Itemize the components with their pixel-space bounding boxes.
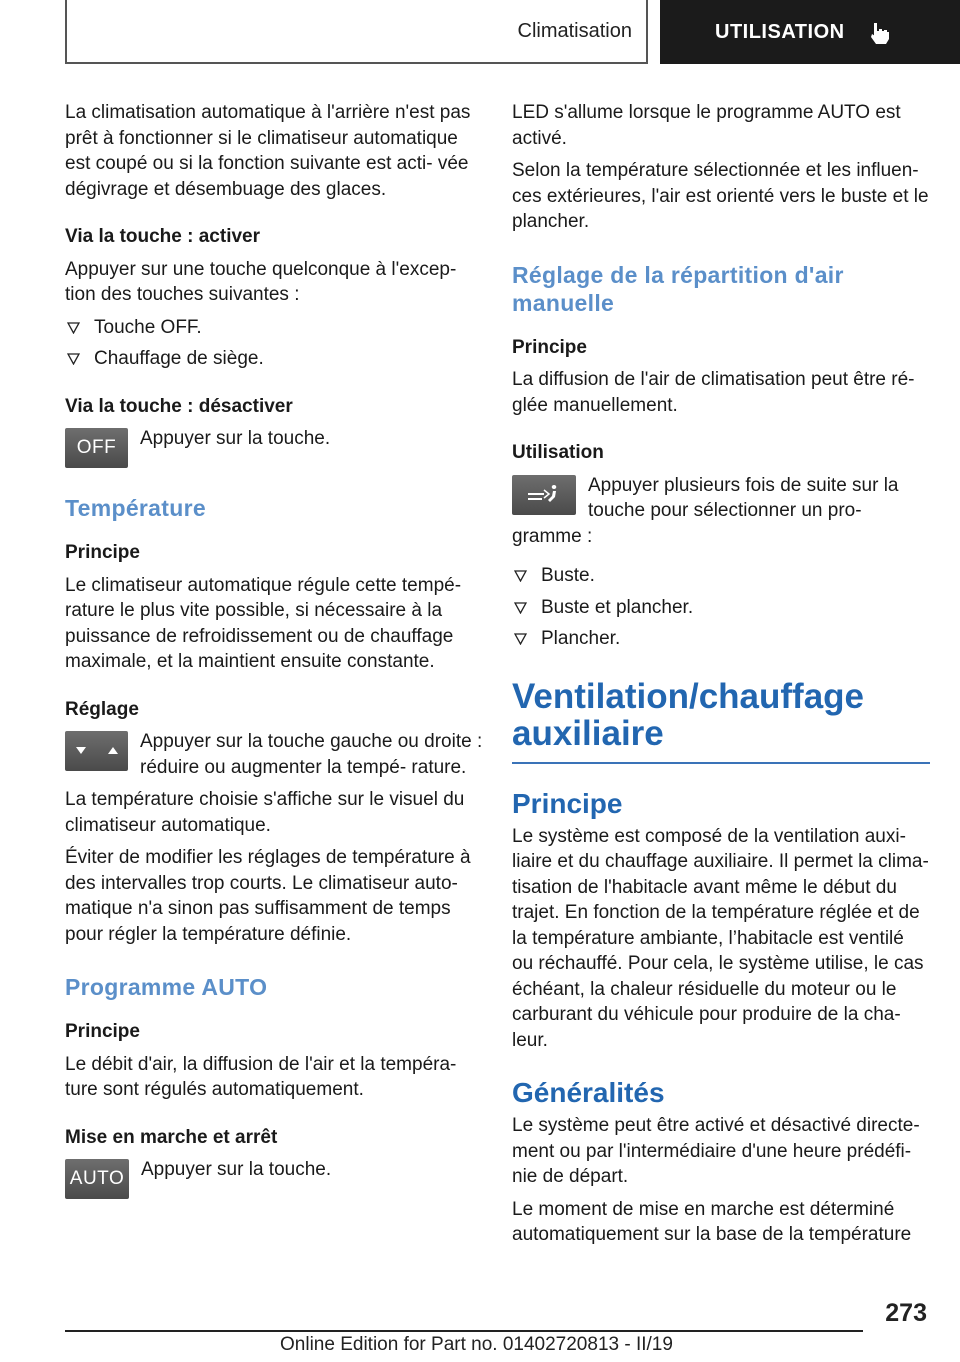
- list-item: Plancher.: [512, 626, 930, 652]
- list-item: Buste.: [512, 563, 930, 589]
- temp-principle-paragraph: Le climatiseur automatique régule cette tempé- rature le plus vite possible, si nécessaire à la puissance de refroidissement ou de chauffage maximale, et la maintient ensuite constante.: [65, 574, 462, 672]
- reglage-paragraph-3: Éviter de modifier les réglages de température à des intervalles trop courts. Le climatiseur auto- matique n'a sinon pas suffisamment de temps pour régler la température définie.: [65, 847, 471, 945]
- bullet-triangle-icon: [514, 569, 527, 582]
- auto-button-illustration: AUTO: [65, 1159, 129, 1199]
- page-number: 273: [885, 1299, 927, 1327]
- deactivate-subheading: Via la touche : désactiver: [65, 395, 293, 417]
- reglage-row: [65, 729, 483, 780]
- deactivate-text: Appuyer sur la touche.: [140, 428, 331, 449]
- utilisation-text: Appuyer plusieurs fois de suite sur la touche pour sélectionner un pro- gramme :: [512, 474, 899, 547]
- general-heading: Généralités: [512, 1077, 665, 1108]
- activate-paragraph: Appuyer sur une touche quelconque à l'excep- tion des touches suivantes :: [65, 258, 457, 305]
- selon-paragraph: Selon la température sélectionnée et les influen- ces extérieures, l'air est orienté vers le buste et le plancher.: [512, 160, 929, 232]
- temperature-heading: Température: [65, 495, 206, 521]
- activate-subheading: Via la touche : activer: [65, 226, 261, 247]
- utilisation-row: [512, 473, 930, 550]
- header-chapter-tab: [660, 0, 960, 64]
- air-distribution-icon: [522, 482, 566, 508]
- vent-principle-heading: Principe: [512, 787, 623, 819]
- moment-paragraph: Le moment de mise en marche est déterminé automatiquement sur la base de la température: [512, 1198, 912, 1245]
- reglage-subheading: Réglage: [65, 698, 139, 720]
- header-section-title: Climatisation: [517, 19, 632, 42]
- temperature-arrows-button-illustration: [65, 731, 128, 771]
- intro-paragraph: La climatisation automatique à l'arrière n'est pas prêt à fonctionner si le climatiseur automatique est coupé ou si la fonction suivante est acti- vée dégivrage et désembuage des glaces.: [65, 102, 471, 200]
- led-paragraph: LED s'allume lorsque le programme AUTO est activé.: [512, 102, 901, 149]
- bullet-triangle-icon: [514, 632, 527, 645]
- manual-principle-subheading: Principe: [512, 336, 587, 358]
- up-down-arrows-icon: [72, 741, 122, 761]
- bullet-triangle-icon: [67, 352, 80, 365]
- auto-program-heading: Programme AUTO: [65, 974, 268, 1000]
- manual-principle-paragraph: La diffusion de l'air de climatisation peut être ré- glée manuellement.: [512, 369, 915, 416]
- auto-principle-subheading: Principe: [65, 1021, 140, 1042]
- header-chapter-title: UTILISATION: [715, 20, 845, 43]
- right-column: [512, 100, 930, 1255]
- left-column: [65, 100, 483, 1206]
- deactivate-row: [65, 426, 483, 468]
- temp-principle-subheading: Principe: [65, 542, 140, 563]
- reglage-paragraph-2: La température choisie s'affiche sur le visuel du climatiseur automatique.: [65, 789, 465, 836]
- bullet-triangle-icon: [514, 601, 527, 614]
- footer-edition: Online Edition for Part no. 01402720813 - II/19: [280, 1334, 673, 1355]
- vent-principle-paragraph: Le système est composé de la ventilation auxi- liaire et du chauffage auxiliaire. Il permet la clima- tisation de l'habitacle avant même le début du trajet. En fonction de la température réglée et de la température ambiante, l’habitacle est ventilé ou réchauffé. Pour cela, le système utilise, le cas échéant, la chaleur résiduelle du moteur ou le carburant du véhicule pour produire de la cha- leur.: [512, 825, 929, 1051]
- activate-exception-list: [65, 315, 483, 372]
- reglage-text: Appuyer sur la touche gauche ou droite : réduire ou augmenter la tempé- rature.: [140, 731, 483, 778]
- general-paragraph: Le système peut être activé et désactivé directe- ment ou par l'intermédiaire d'une heure prédéfi- nie de départ.: [512, 1115, 920, 1187]
- list-item: Chauffage de siège.: [65, 346, 483, 372]
- list-item: Buste et plancher.: [512, 595, 930, 621]
- bullet-triangle-icon: [67, 321, 80, 334]
- program-list: [512, 563, 930, 652]
- hand-pointer-icon: [867, 19, 893, 45]
- ventilation-heading: Ventilation/chauffage auxiliaire: [512, 678, 930, 764]
- air-distribution-button-illustration: [512, 475, 576, 515]
- header-section-tab: [65, 0, 648, 64]
- auto-onoff-row: [65, 1157, 483, 1199]
- footer-divider: [65, 1330, 863, 1332]
- list-item: Touche OFF.: [65, 315, 483, 341]
- auto-onoff-subheading: Mise en marche et arrêt: [65, 1126, 278, 1148]
- off-button-illustration: OFF: [65, 428, 128, 468]
- auto-principle-paragraph: Le débit d'air, la diffusion de l'air et la tempéra- ture sont régulés automatiquement.: [65, 1053, 457, 1100]
- auto-onoff-text: Appuyer sur la touche.: [141, 1159, 332, 1180]
- manual-distribution-heading: Réglage de la répartition d'air manuelle: [512, 261, 844, 316]
- utilisation-subheading: Utilisation: [512, 442, 604, 463]
